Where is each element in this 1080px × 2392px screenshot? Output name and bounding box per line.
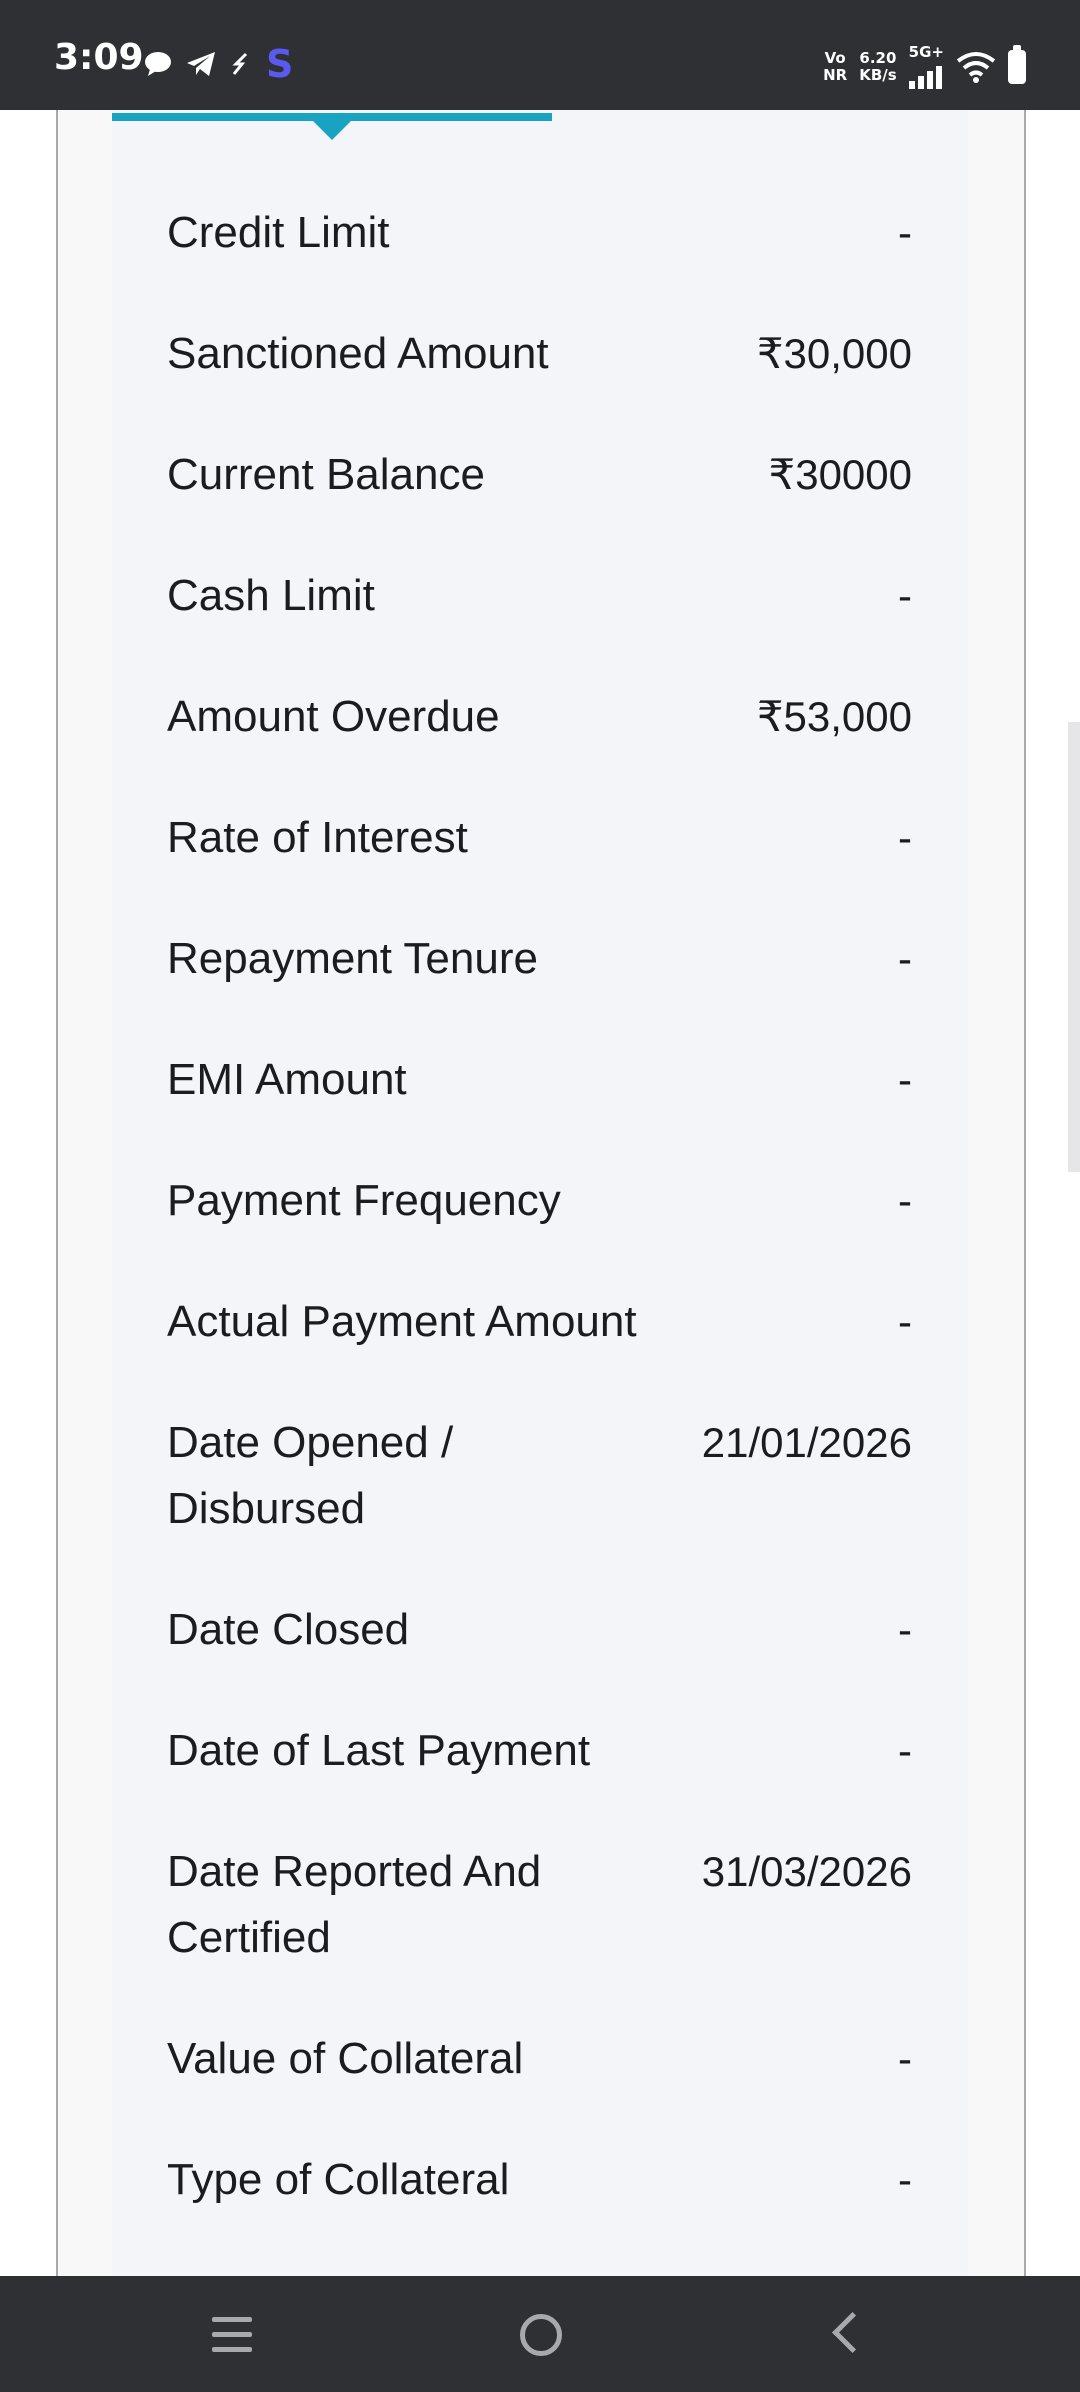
detail-value: - [898,1177,912,1224]
detail-label: Amount Overdue [167,692,500,741]
detail-row [167,1597,912,1663]
detail-value: - [898,935,912,982]
detail-label: Value of Collateral [167,2034,524,2083]
detail-label: Cash Limit [167,571,375,620]
status-time: 3:09 [54,37,144,78]
detail-label: EMI Amount [167,1055,407,1104]
detail-row [167,442,912,508]
detail-value: ₹30,000 [756,330,912,377]
tab-pointer-icon [312,120,352,140]
volte-indicator: Vo NR [823,48,848,84]
detail-label: Repayment Tenure [167,934,538,983]
detail-value: - [898,2156,912,2203]
detail-value: - [898,814,912,861]
detail-label: Current Balance [167,450,485,499]
detail-row [167,1289,912,1355]
detail-row [167,200,912,266]
back-icon[interactable] [832,2312,873,2353]
detail-row [167,321,912,387]
message-bubble-icon [144,51,172,77]
detail-row [167,1410,912,1542]
telegram-icon [186,51,216,77]
battery-icon [1008,50,1026,84]
detail-label: Date of Last Payment [167,1726,591,1775]
notification-icons [144,44,293,84]
detail-label: Sanctioned Amount [167,329,549,378]
signal-icon [909,44,944,89]
network-type: 5G+ [908,43,944,61]
detail-value: - [898,1727,912,1774]
detail-value: - [898,1298,912,1345]
details-list [167,200,912,2268]
detail-row [167,1047,912,1113]
detail-value: - [898,1606,912,1653]
home-icon[interactable] [520,2314,562,2356]
status-bar [0,0,1080,110]
detail-label: Payment Frequency [167,1176,561,1225]
detail-label: Rate of Interest [167,813,468,862]
detail-row [167,2026,912,2092]
detail-value: ₹53,000 [756,693,912,740]
detail-row [167,1168,912,1234]
wifi-icon [956,51,996,83]
detail-row [167,1839,912,1971]
menu-icon[interactable] [212,2317,256,2353]
system-indicators [823,44,1026,89]
detail-value: - [898,1056,912,1103]
navigation-bar [0,2276,1080,2392]
detail-label: Credit Limit [167,208,390,257]
detail-row [167,805,912,871]
network-speed: 6.20 KB/s [859,48,897,84]
detail-label: Date Opened / Disbursed [167,1418,454,1533]
detail-label: Type of Collateral [167,2155,510,2204]
detail-value: 21/01/2026 [701,1419,912,1466]
s-app-icon: S [266,42,294,86]
detail-row [167,1718,912,1784]
detail-label: Date Reported And Certified [167,1847,542,1962]
detail-row [167,926,912,992]
detail-value: - [898,209,912,256]
detail-row [167,684,912,750]
app-icon [230,52,252,76]
scrollbar[interactable] [1068,722,1080,1172]
detail-value: ₹30000 [768,451,912,498]
detail-value: - [898,572,912,619]
detail-label: Date Closed [167,1605,410,1654]
detail-label: Actual Payment Amount [167,1297,637,1346]
detail-value: - [898,2035,912,2082]
detail-value: 31/03/2026 [701,1848,912,1895]
detail-row [167,2147,912,2213]
detail-row [167,563,912,629]
